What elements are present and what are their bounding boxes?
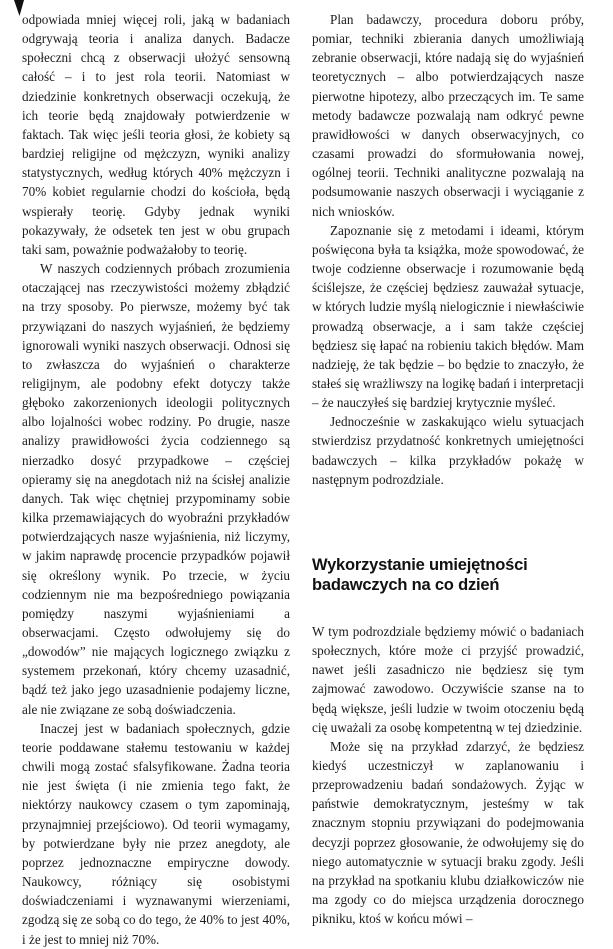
section-heading: Wykorzystanie umiejętności badawczych na co dzień bbox=[312, 555, 528, 594]
paragraph: W tym podrozdziale będziemy mówić o badaniach społecznych, które może ci przyjść prowadzić, nawet jeśli zasadniczo nie będziesz się tym zajmować zawodowo. Oczywiście szanse na to będą większe, jeśli ludzie w twoim otoczeniu będą cię uważali za osobę kompetentną w tej dziedzinie. bbox=[312, 623, 584, 735]
paragraph: Może się na przykład zdarzyć, że będziesz kiedyś uczestniczył w zaplanowaniu i przeprowadzeniu badań sondażowych. Żyjąc w państwie demokratycznym, jesteśmy w tak znacznym stopniu przywiązani do podejmowania decyzji poprzez głosowanie, że odwołujemy się do niego automatycznie w sytuacji braku zgody. Jeśli na przykład na spotkaniu klubu działkowiczów nie ma zgody co do miejsca urządzenia dorocznego pikniku, ktoś w końcu mówi – bbox=[312, 738, 584, 927]
left-column bbox=[22, 10, 290, 949]
paragraph: odpowiada mniej więcej roli, jaką w badaniach odgrywają teoria i analiza danych. Badacze społeczni chcą z obserwacji ułożyć sensowną całość – i to jest rola teorii. Natomiast w dziedzinie konkretnych obserwacji oczekują, że ich teorie będą znajdowały potwierdzenie w faktach. Tak więc jeśli teoria głosi, że kobiety są bardziej religijne od mężczyzn, wyniki analizy statystycznych, według których 40% mężczyzn i 70% kobiet regularnie chodzi do kościoła, będą wspierały teorię. Gdyby jednak wyniki pokazywały, że odsetek ten jest w obu grupach taki sam, poważnie podważałoby to teorię. bbox=[22, 12, 290, 257]
paragraph: Plan badawczy, procedura doboru próby, pomiar, techniki zbierania danych umożliwiają zebranie obserwacji, które nadają się do wyjaśnień teoretycznych – albo potwierdzających nasze pierwotne hipotezy, albo przeczących im. Te same metody badawcze pozwalają nam odkryć pewne prawidłowości w danych obserwacyjnych, co czasami prowadzi do sformułowania nowej, ogólnej teorii. Techniki analityczne pozwalają na podsumowanie naszych obserwacji i wyciąganie z nich wniosków. bbox=[312, 12, 584, 219]
paragraph: Zapoznanie się z metodami i ideami, którym poświęcona była ta książka, może spowodować, że twoje codzienne obserwacje i rozumowanie będą ściślejsze, że częściej będziesz zauważał sytuacje, w których ludzie myślą nielogicznie i niewłaściwie prowadzą obserwacje, a i sam także częściej będziesz się łapać na robieniu takich błędów. Mam nadzieję, że tak będzie – bo będzie to znaczyło, że stałeś się wrażliwszy na logikę badań i interpretacji – że nauczyłeś się bardziej krytycznie myśleć. bbox=[312, 222, 584, 411]
paragraph: Jednocześnie w zaskakująco wielu sytuacjach stwierdzisz przydatność konkretnych umiejętności badawczych – kilka przykładów pokażę w następnym podrozdziale. bbox=[312, 414, 584, 487]
paragraph: Inaczej jest w badaniach społecznych, gdzie teorie poddawane stałemu testowaniu w każdej chwili mogą zostać sfalsyfikowane. Żadna teoria nie jest święta (i nie zmienia tego fakt, że niektórzy naukowcy czasem o tym zapominają, przynajmniej przejściowo). Od teorii wymagamy, by potwierdzane były nie przez anegdoty, ale poprzez jednoznaczne empiryczne dowody. Naukowcy, różniący się osobistymi doświadczeniami i wyznawanymi wierzeniami, zgodzą się ze sobą co do tego, że 40% to jest 40%, i że jest to mniej niż 70%. bbox=[22, 720, 290, 947]
right-column bbox=[312, 10, 584, 928]
paragraph: W naszych codziennych próbach zrozumienia otaczającej nas rzeczywistości możemy zbłądzić na trzy sposoby. Po pierwsze, możemy być tak przywiązani do naszych wyjaśnień, że będziemy ignorowali wyniki naszych obserwacji. Odnosi się to zwłaszcza do wyjaśnień o charakterze religijnym, ale podobny efekt dotyczy także głęboko zakorzenionych ideologii politycznych albo lojalności wobec rodziny. Po drugie, nasze analizy prawidłowości życia codziennego są nierzadko dosyć przypadkowe – częściej opieramy się na anegdotach niż na ścisłej analizie danych. Tak więc chętniej przypominamy sobie kilka przemawiających do wyobraźni przykładów potwierdzających nasze wyjaśnienia, niż liczymy, w jakim naprawdę procencie przypadków pojawił się określony wynik. Po trzecie, w życiu codziennym nie ma bezpośredniego powiązania pomiędzy naszymi wyjaśnieniami a obserwacjami. Często odwołujemy się do „dowodów” nie mających logicznego związku z systemem przekonań, który chcemy uzasadnić, bądź też jako jego uzasadnienie podajemy liczne, ale nie związane ze sobą doświadczenia. bbox=[22, 261, 290, 717]
